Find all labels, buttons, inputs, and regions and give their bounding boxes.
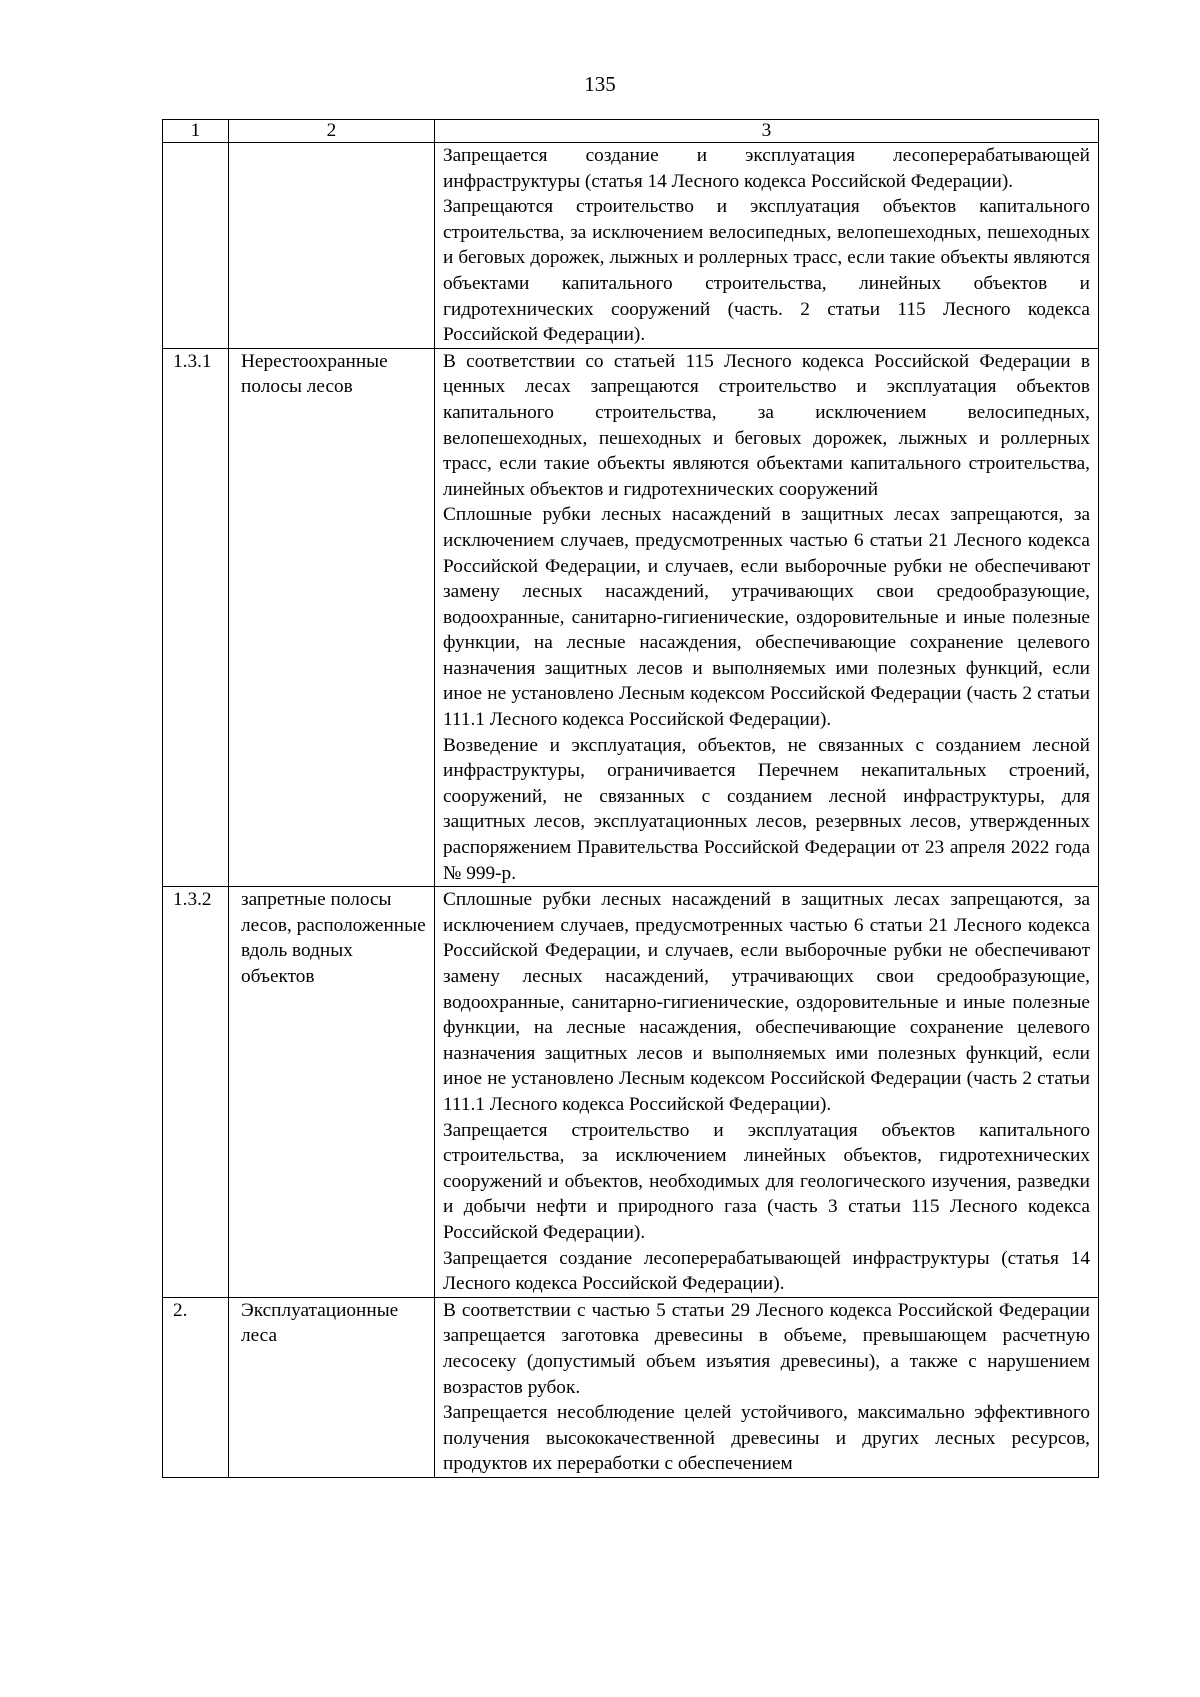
column-header-1: 1 <box>163 120 229 143</box>
table-header-row <box>163 120 1099 143</box>
row-number: 1.3.2 <box>163 887 229 1298</box>
row-number <box>163 143 229 349</box>
restrictions-table <box>162 119 1099 1478</box>
row-restrictions <box>435 1297 1099 1477</box>
restriction-paragraph: Запрещаются строительство и эксплуатация объектов капитального строительства, за исключением велосипедных, велопешеходных, пешеходных и беговых дорожек, лыжных и роллерных трасс, если такие объекты являются объектами капитального строительства, линейных объектов и гидротехнических сооружений (часть. 2 статьи 115 Лесного кодекса Российской Федерации). <box>443 196 1090 346</box>
table-row <box>163 143 1099 349</box>
row-category: Эксплуатационные леса <box>229 1297 435 1477</box>
row-category: Нерестоохранные полосы лесов <box>229 348 435 886</box>
restriction-paragraph: Сплошные рубки лесных насаждений в защитных лесах запрещаются, за исключением случаев, предусмотренных частью 6 статьи 21 Лесного кодекса Российской Федерации, и случаев, если выборочные рубки не обеспечивают замену лесных насаждений, утрачивающих свои средообразующие, водоохранные, санитарно-гигиенические, оздоровительные и иные полезные функции, на лесные насаждения, обеспечивающие сохранение целевого назначения защитных лесов и выполняемых ими полезных функций, если иное не установлено Лесным кодексом Российской Федерации (часть 2 статьи 111.1 Лесного кодекса Российской Федерации). <box>443 889 1090 1115</box>
restriction-paragraph: Запрещается несоблюдение целей устойчивого, максимально эффективного получения высококачественной древесины и других лесных ресурсов, продуктов их переработки с обеспечением <box>443 1402 1090 1475</box>
restriction-paragraph: Запрещается создание и эксплуатация лесоперерабатывающей инфраструктуры (статья 14 Лесного кодекса Российской Федерации). <box>443 145 1090 192</box>
page-number: 135 <box>584 72 616 96</box>
restriction-paragraph: Запрещается строительство и эксплуатация объектов капитального строительства, за исключением линейных объектов, гидротехнических сооружений и объектов, необходимых для геологического изучения, разведки и добычи нефти и природного газа (часть 3 статьи 115 Лесного кодекса Российской Федерации). <box>443 1119 1090 1243</box>
column-header-2: 2 <box>229 120 435 143</box>
restriction-paragraph: В соответствии с частью 5 статьи 29 Лесного кодекса Российской Федерации запрещается заготовка древесины в объеме, превышающем расчетную лесосеку (допустимый объем изъятия древесины), а также с нарушением возрастов рубок. <box>443 1299 1090 1398</box>
row-restrictions <box>435 348 1099 886</box>
restriction-paragraph: Сплошные рубки лесных насаждений в защитных лесах запрещаются, за исключением случаев, предусмотренных частью 6 статьи 21 Лесного кодекса Российской Федерации, и случаев, если выборочные рубки не обеспечивают замену лесных насаждений, утрачивающих свои средообразующие, водоохранные, санитарно-гигиенические, оздоровительные и иные полезные функции, на лесные насаждения, обеспечивающие сохранение целевого назначения защитных лесов и выполняемых ими полезных функций, если иное не установлено Лесным кодексом Российской Федерации (часть 2 статьи 111.1 Лесного кодекса Российской Федерации). <box>443 504 1090 731</box>
column-header-3: 3 <box>435 120 1099 143</box>
row-number: 2. <box>163 1297 229 1477</box>
table-row <box>163 887 1099 1298</box>
restriction-paragraph: Запрещается создание лесоперерабатывающей инфраструктуры (статья 14 Лесного кодекса Российской Федерации). <box>443 1247 1090 1295</box>
table-row <box>163 348 1099 886</box>
row-restrictions <box>435 143 1099 349</box>
row-restrictions <box>435 887 1099 1298</box>
row-category <box>229 143 435 349</box>
table-row <box>163 1297 1099 1477</box>
restriction-paragraph: В соответствии со статьей 115 Лесного кодекса Российской Федерации в ценных лесах запрещаются строительство и эксплуатация объектов капитального строительства, за исключением велосипедных, велопешеходных, пешеходных и беговых дорожек, лыжных и роллерных трасс, если такие объекты являются объектами капитального строительства, линейных объектов и гидротехнических сооружений <box>443 350 1090 500</box>
restriction-paragraph: Возведение и эксплуатация, объектов, не связанных с созданием лесной инфраструктуры, ограничивается Перечнем некапитальных строений, сооружений, не связанных с созданием лесной инфраструктуры, для защитных лесов, эксплуатационных лесов, резервных лесов, утвержденных распоряжением Правительства Российской Федерации от 23 апреля 2022 года № 999-р. <box>443 734 1090 884</box>
row-category: запретные полосы лесов, расположенные вдоль водных объектов <box>229 887 435 1298</box>
row-number: 1.3.1 <box>163 348 229 886</box>
